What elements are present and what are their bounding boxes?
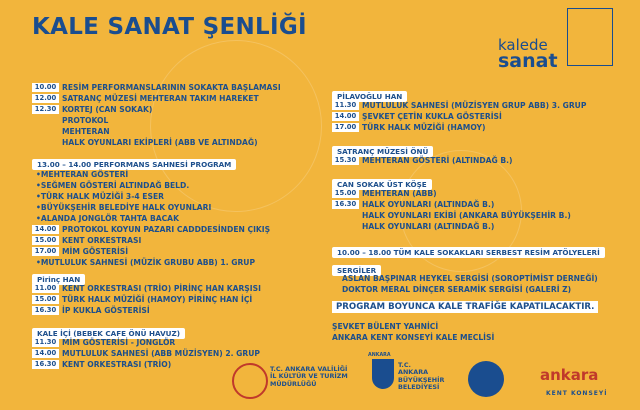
event-text: PROTOKOL — [62, 116, 109, 125]
event-text: MEHTERAN GÖSTERİ — [40, 170, 129, 179]
schedule-row — [32, 337, 260, 348]
event-text: MEHTERAN GÖSTERİ (ALTINDAĞ B.) — [362, 156, 513, 165]
pilavoglu-heading: PİLAVOĞLU HAN — [332, 91, 407, 102]
schedule-row — [332, 155, 513, 166]
schedule-row — [332, 122, 586, 133]
satranc-heading: SATRANÇ MÜZESİ ÖNÜ — [332, 146, 433, 157]
belediye-line: BELEDİYESİ — [398, 383, 440, 392]
event-text: İP KUKLA GÖSTERİSİ — [62, 306, 150, 315]
event-text: ALANDA JONGLÖR TAHTA BACAK — [40, 214, 179, 223]
schedule-row — [32, 224, 270, 235]
event-text: KORTEJ (CAN SOKAK) — [62, 105, 153, 114]
event-text: KENT ORKESTRASI (TRİO) — [62, 360, 172, 369]
event-text: MUTLULUK SAHNESİ (ABB MÜZİSYEN) 2. GRUP — [62, 349, 260, 358]
schedule-row — [32, 283, 261, 294]
bullet-row: • BÜYÜKŞEHİR BELEDİYE HALK OYUNLARI — [36, 203, 212, 212]
time-badge: 17.00 — [332, 123, 359, 132]
schedule-row — [332, 100, 586, 111]
belediye-shield-icon — [372, 359, 394, 389]
event-text: SEĞMEN GÖSTERİ ALTINDAĞ BELD. — [40, 181, 190, 190]
bullet-row: • MUTLULUK SAHNESİ (MÜZİK GRUBU ABB) 1. GRUP — [36, 258, 256, 267]
credit-row — [332, 332, 494, 343]
event-text: RESİM PERFORMANSLARININ SOKAKTA BAŞLAMASI — [62, 83, 281, 92]
event-text: TÜRK HALK MÜZİĞİ (HAMOY) — [362, 123, 486, 132]
time-badge: 14.00 — [32, 349, 59, 358]
schedule-row — [332, 199, 571, 210]
atolye-heading: 10.00 – 18.00 TÜM KALE SOKAKLARI SERBEST RESİM ATÖLYELERİ — [332, 247, 605, 258]
time-badge: 16.30 — [32, 306, 59, 315]
kaleici-heading: KALE İÇİ (BEBEK CAFE ÖNÜ HAVUZ) — [32, 328, 185, 339]
event-text: MEHTERAN (ABB) — [362, 189, 437, 198]
valilik-line: MÜDÜRLÜĞÜ — [270, 379, 317, 388]
time-badge: 15.00 — [332, 189, 359, 198]
event-text: TÜRK HALK MÜZİĞİ (HAMOY) PİRİNÇ HAN İÇİ — [62, 295, 253, 304]
time-badge: 17.00 — [32, 247, 59, 256]
valilik-line: İL KÜLTÜR VE TURİZM — [270, 372, 348, 381]
credits-block — [332, 321, 494, 343]
schedule-row — [32, 348, 260, 359]
time-badge: 16.30 — [332, 200, 359, 209]
event-text: MİM GÖSTERİSİ - JONGLÖR — [62, 338, 176, 347]
schedule-row — [332, 111, 586, 122]
pirinc-block — [32, 283, 261, 316]
event-text: HALK OYUNLARI (ALTINDAĞ B.) — [362, 222, 495, 231]
schedule-row — [32, 126, 281, 137]
schedule-row — [32, 137, 281, 148]
event-text: PROTOKOL KOYUN PAZARI CADDDESİNDEN ÇIKIŞ — [62, 225, 271, 234]
performance-block — [32, 169, 270, 268]
event-text: MEHTERAN — [62, 127, 110, 136]
time-badge: 15.00 — [32, 295, 59, 304]
kaleici-block — [32, 337, 260, 370]
schedule-row — [32, 305, 261, 316]
valilik-line: T.C. ANKARA VALİLİĞİ — [270, 365, 348, 373]
schedule-row — [32, 294, 261, 305]
event-text: MUTLULUK SAHNESİ (MÜZİSYEN GRUP ABB) 3. GRUP — [362, 101, 587, 110]
schedule-row — [32, 115, 281, 126]
time-badge: 15.00 — [32, 236, 59, 245]
belediye-line: T.C. — [398, 361, 411, 369]
event-text: MUTLULUK SAHNESİ (MÜZİK GRUBU ABB) 1. GRUP — [40, 258, 256, 267]
pilavoglu-block — [332, 100, 586, 133]
bullet-row: • ALANDA JONGLÖR TAHTA BACAK — [36, 214, 179, 223]
schedule-row — [32, 82, 281, 93]
schedule-row — [332, 210, 571, 221]
pirinc-heading: Pirinç HAN — [32, 274, 85, 285]
time-badge: 15.30 — [332, 156, 359, 165]
cansokak-heading: CAN SOKAK ÜST KÖŞE — [332, 179, 432, 190]
belediye-top-label: ANKARA — [368, 353, 391, 358]
sergiler-heading: SERGİLER — [332, 265, 381, 276]
event-text: HALK OYUNLARI EKİBİ (ANKARA BÜYÜKŞEHİR B.) — [362, 211, 571, 220]
satranc-block — [332, 155, 513, 166]
traffic-banner: PROGRAM BOYUNCA KALE TRAFİĞE KAPATILACAKTIR. — [332, 301, 598, 313]
time-badge: 12.00 — [32, 94, 59, 103]
cansokak-block — [332, 188, 571, 232]
performance-heading: 13.00 – 14.00 PERFORMANS SAHNESİ PROGRAM — [32, 159, 236, 170]
event-text: SATRANÇ MÜZESİ MEHTERAN TAKIM HAREKET — [62, 94, 259, 103]
time-badge: 14.00 — [332, 112, 359, 121]
event-text: MİM GÖSTERİSİ — [62, 247, 129, 256]
logo-line-2: sanat — [498, 50, 558, 72]
event-text: KENT ORKESTRASI — [62, 236, 142, 245]
schedule-row — [332, 188, 571, 199]
bullet-row: • SEĞMEN GÖSTERİ ALTINDAĞ BELD. — [36, 181, 190, 190]
event-text: HALK OYUNLARI (ALTINDAĞ B.) — [362, 200, 495, 209]
bullet-row: • MEHTERAN GÖSTERİ — [36, 170, 129, 179]
time-badge: 11.00 — [32, 284, 59, 293]
event-text: KENT ORKESTRASI (TRİO) PİRİNÇ HAN KARŞISI — [62, 284, 261, 293]
time-badge: 12.30 — [32, 105, 59, 114]
schedule-row — [32, 359, 260, 370]
event-text: DOKTOR MERAL DİNÇER SERAMİK SERGİSİ (GALERİ Z) — [342, 285, 572, 294]
time-badge: 10.00 — [32, 83, 59, 92]
left-block-1 — [32, 82, 281, 148]
event-text: ASLAN BAŞPINAR HEYKEL SERGİSİ (SOROPTİMİST DERNEĞİ) — [342, 274, 598, 283]
sergiler-block — [342, 273, 598, 295]
event-text: ŞEVKET ÇETİN KUKLA GÖSTERİSİ — [362, 112, 502, 121]
page-title: KALE SANAT ŞENLİĞİ — [32, 14, 307, 40]
valilik-text — [270, 366, 348, 388]
credit-text: ANKARA KENT KONSEYİ KALE MECLİSİ — [332, 333, 495, 342]
event-text: BÜYÜKŞEHİR BELEDİYE HALK OYUNLARI — [40, 203, 212, 212]
belediye-text — [398, 362, 444, 392]
ankara-logo-word: ankara — [540, 366, 599, 384]
time-badge: 11.30 — [332, 101, 359, 110]
event-text: TÜRK HALK MÜZİĞİ 3-4 ESER — [40, 192, 164, 201]
time-badge: 11.30 — [32, 338, 59, 347]
valilik-seal-icon — [232, 363, 268, 399]
credit-row — [332, 321, 494, 332]
event-text: HALK OYUNLARI EKİPLERİ (ABB VE ALTINDAĞ) — [62, 138, 258, 147]
schedule-row — [332, 221, 571, 232]
kalede-sanat-logo-frame — [567, 8, 613, 66]
schedule-row — [32, 235, 270, 246]
schedule-row — [32, 246, 270, 257]
credit-text: ŞEVKET BÜLENT YAHNİCİ — [332, 322, 439, 331]
schedule-row — [32, 104, 281, 115]
bullet-row: • TÜRK HALK MÜZİĞİ 3-4 ESER — [36, 192, 164, 201]
belediye-line: ANKARA — [398, 368, 429, 377]
time-badge: 14.00 — [32, 225, 59, 234]
atolye-wrap — [332, 240, 605, 259]
kent-konseyi-label: KENT KONSEYİ — [546, 390, 608, 397]
time-badge: 16.30 — [32, 360, 59, 369]
exhibition-row — [342, 284, 598, 295]
schedule-row — [32, 93, 281, 104]
logo-line-1: kalede — [498, 36, 548, 54]
altindag-circle-logo-icon — [468, 361, 504, 397]
belediye-line: BÜYÜKŞEHİR — [398, 375, 445, 384]
exhibition-row — [342, 273, 598, 284]
